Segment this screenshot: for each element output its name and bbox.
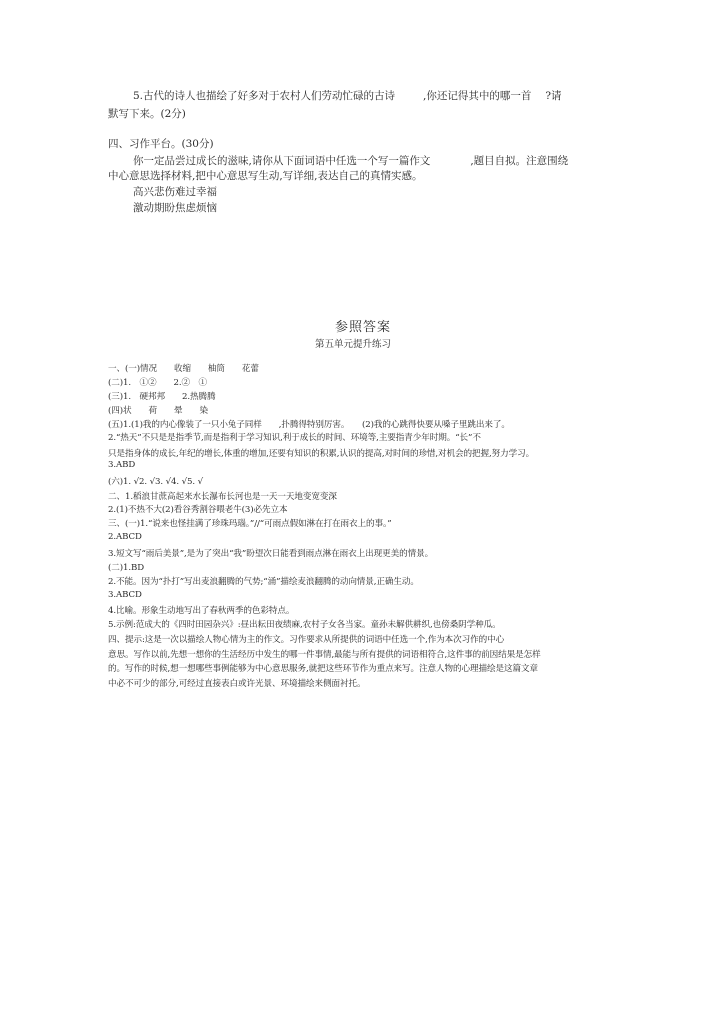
answers-subtitle: 第五单元提升练习	[315, 339, 392, 350]
writing-prompt-line-1	[133, 153, 568, 168]
answer-line: (六)1. √2. √3. √4. √5. √	[108, 477, 204, 487]
answer-line: 只是指身体的成长,年纪的增长,体重的增加,还要有知识的积累,认识的提高,对时间的珍惜,对机会的把握,努力学习。	[108, 449, 535, 459]
word-choices-line-2: 激动期盼焦虑烦恼	[133, 202, 217, 214]
answer-line: 3.ABCD	[108, 590, 142, 600]
answer-line: (二)1. ①② 2.② ①	[108, 378, 207, 388]
question-5-line-1	[133, 88, 562, 103]
answer-line: 3.ABD	[108, 460, 136, 470]
answer-line: 三、(一)1.“说来也怪挂满了珍珠玛瑙。”//“可雨点假如淋在打在雨衣上的事。”	[108, 519, 392, 529]
answer-line: 3.短文写“雨后美景”,是为了突出“我”盼望次日能看到雨点淋在雨衣上出现更美的情景。	[108, 549, 434, 559]
answer-line: (二)1.BD	[108, 563, 145, 573]
answer-line: 2.ABCD	[108, 532, 142, 542]
answer-line: 的。写作的时候,想一想哪些事例能够为中心意思服务,就把这些环节作为重点来写。注意人物的心理描绘是这篇文章	[108, 664, 538, 674]
answer-line: 2.“热天”不只是是指季节,而是指利于学习知识,利于成长的时间、环境等,主要指青少年时期。“长”不	[108, 433, 481, 443]
answer-line: (三)1. 硬邦邦 2.热腾腾	[108, 392, 216, 402]
answers-title: 参照答案	[335, 320, 392, 335]
answer-line: (五)1.(1)我的内心像装了一只小兔子同样 ,扑腾得特别厉害。 (2)我的心跳得快要从嗓子里跳出来了。	[108, 420, 510, 430]
question-5-text-a: 5.古代的诗人也描绘了好多对于农村人们劳动忙碌的古诗	[133, 90, 396, 102]
writing-prompt-text-a: 你一定品尝过成长的滋味,请你从下面词语中任选一个写一篇作文	[133, 155, 431, 167]
answer-line: 二、1.稻浪甘蔗高起来水长瀑布长河也是一天一天地变宽变深	[108, 492, 337, 502]
word-choices-line-1: 高兴悲伤难过幸福	[133, 186, 217, 198]
answer-line: 四、提示:这是一次以描绘人物心情为主的作文。习作要求从所提供的词语中任选一个,作为本次习作的中心	[108, 635, 505, 645]
answer-line: 5.示例:范成大的《四时田园杂兴》:昼出耘田夜绩麻,农村子女各当家。童孙未解供耕织,也傍桑阴学种瓜。	[108, 620, 501, 630]
answer-line: 4.比喻。形象生动地写出了春秋两季的色彩特点。	[108, 606, 295, 616]
answer-line: 中必不可少的部分,可经过直接表白或许光景、环境描绘来侧面衬托。	[108, 679, 366, 689]
writing-prompt-line-2: 中心意思选择材料,把中心意思写生动,写详细,表达自己的真情实感。	[108, 170, 423, 182]
answer-line: (四)状 荷 晕 染	[108, 406, 208, 416]
answer-line: 2.不能。因为“扑打”写出麦浪翻腾的气势;“涌”描绘麦浪翻腾的动向情景,正确生动。	[108, 577, 419, 587]
question-5-text-c: ?请	[545, 90, 562, 102]
answer-line: 2.(1)不热不大(2)看谷秀割谷喂老牛(3)必先立本	[108, 505, 288, 515]
answer-line: 一、(一)情况 收缩 柚筒 花蕾	[108, 364, 259, 374]
answer-line: 意思。写作以前,先想一想你的生活经历中发生的哪一件事情,最能与所有提供的词语相符合,这件事的前因结果是怎样	[108, 650, 541, 660]
question-5-text-b: ,你还记得其中的哪一首	[423, 90, 532, 102]
question-5-line-2: 默写下来。(2分)	[108, 108, 186, 120]
writing-prompt-text-b: ,题目自拟。注意围绕	[470, 155, 569, 167]
section-4-title: 四、习作平台。(30分)	[108, 138, 214, 150]
